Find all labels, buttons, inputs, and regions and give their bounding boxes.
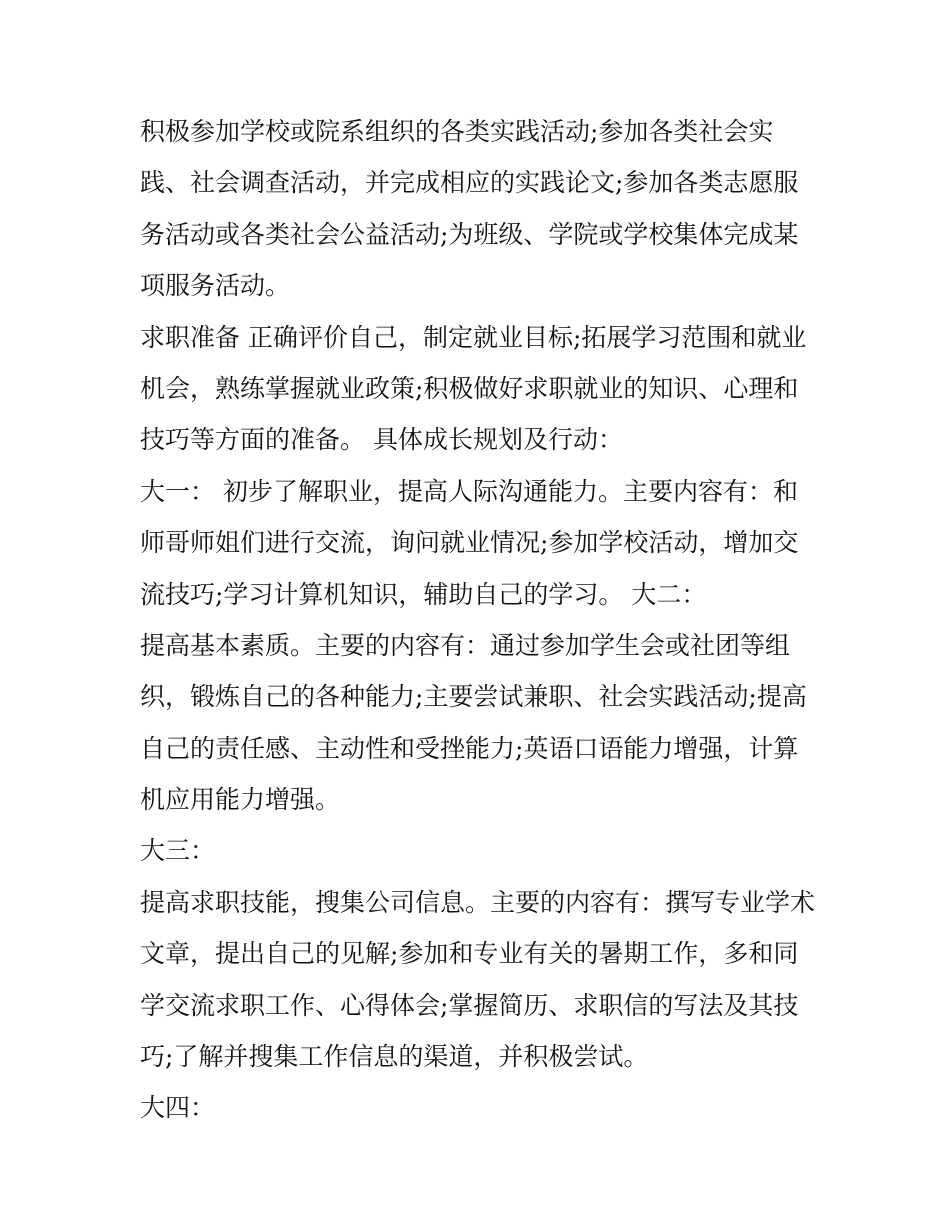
text-line-11: 提高基本素质。主要的内容有：通过参加学生会或社团等组 (140, 630, 791, 660)
text-line-7: 技巧等方面的准备。 具体成长规划及行动： (140, 425, 623, 455)
text-line-17: 文章，提出自己的见解;参加和专业有关的暑期工作，多和同 (140, 939, 799, 969)
text-line-1: 积极参加学校或院系组织的各类实践活动;参加各类社会实 (140, 117, 774, 146)
text-line-16: 提高求职技能，搜集公司信息。主要的内容有：撰写专业学术 (140, 887, 816, 917)
text-line-19: 巧;了解并搜集工作信息的渠道，并积极尝试。 (140, 1042, 649, 1072)
text-line-4: 项服务活动。 (140, 271, 291, 301)
text-line-2: 践、社会调查活动，并完成相应的实践论文;参加各类志愿服 (140, 168, 799, 198)
text-line-13: 自己的责任感、主动性和受挫能力;英语口语能力增强，计算 (140, 733, 799, 763)
text-line-8: 大一： 初步了解职业，提高人际沟通能力。主要内容有：和 (140, 476, 798, 506)
text-line-20: 大四： (140, 1093, 216, 1123)
text-line-9: 师哥师姐们进行交流，询问就业情况;参加学校活动，增加交 (140, 528, 799, 558)
text-line-5: 求职准备 正确评价自己，制定就业目标;拓展学习范围和就业 (140, 322, 807, 352)
text-line-18: 学交流求职工作、心得体会;掌握简历、求职信的写法及其技 (140, 990, 799, 1020)
text-line-12: 织，锻炼自己的各种能力;主要尝试兼职、社会实践活动;提高 (140, 682, 807, 712)
text-line-3: 务活动或各类社会公益活动;为班级、学院或学校集体完成某 (140, 219, 799, 249)
text-line-14: 机应用能力增强。 (140, 785, 341, 815)
text-line-15: 大三： (140, 836, 216, 866)
document-body (140, 106, 820, 1134)
text-line-6: 机会，熟练掌握就业政策;积极做好求职就业的知识、心理和 (140, 373, 799, 403)
text-line-10: 流技巧;学习计算机知识，辅助自己的学习。 大二： (140, 579, 707, 609)
